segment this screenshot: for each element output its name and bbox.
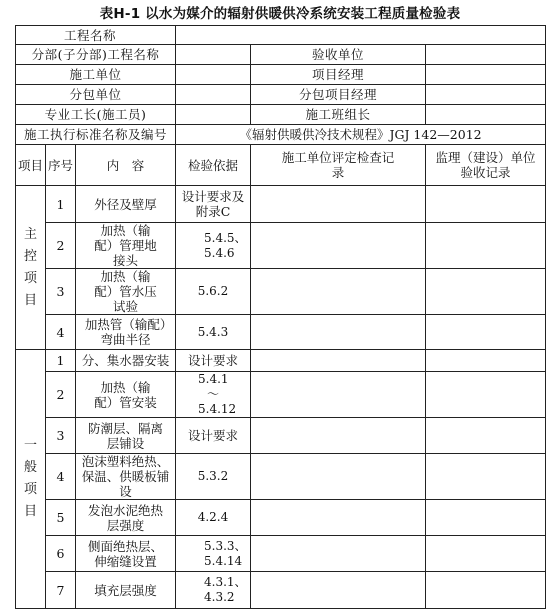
- header-item: 项目: [16, 145, 46, 186]
- supervision-record-cell[interactable]: [426, 454, 546, 500]
- foreman-label: 专业工长(施工员): [16, 105, 176, 125]
- construction-record-cell[interactable]: [251, 372, 426, 418]
- supervision-record-cell[interactable]: [426, 350, 546, 372]
- table-row: [16, 500, 546, 536]
- project-manager-value[interactable]: [426, 65, 546, 85]
- construction-record-cell[interactable]: [251, 500, 426, 536]
- supervision-record-cell[interactable]: [426, 536, 546, 572]
- basis-cell: 设计要求及附录C: [176, 186, 251, 223]
- table-title: 表H-1 以水为媒介的辐射供暖供冷系统安装工程质量检验表: [99, 6, 461, 22]
- subcontract-unit-value[interactable]: [176, 85, 251, 105]
- seq-cell: 3: [46, 418, 76, 454]
- project-name-label: 工程名称: [16, 26, 176, 45]
- header-basis: 检验依据: [176, 145, 251, 186]
- content-cell: 加热管（输配）弯曲半径: [76, 315, 176, 350]
- table-row: [16, 418, 546, 454]
- table-row: [16, 372, 546, 418]
- team-leader-label: 施工班组长: [251, 105, 426, 125]
- content-cell: 侧面绝热层、伸缩缝设置: [76, 536, 176, 572]
- table-row: [16, 315, 546, 350]
- acceptance-unit-value[interactable]: [426, 45, 546, 65]
- sub-project-value[interactable]: [176, 45, 251, 65]
- seq-cell: 4: [46, 315, 76, 350]
- seq-cell: 1: [46, 186, 76, 223]
- table-row: [16, 572, 546, 609]
- construction-record-cell[interactable]: [251, 536, 426, 572]
- basis-cell: 4.3.1、4.3.2: [176, 572, 251, 609]
- general-group-label: 一般项目: [16, 350, 46, 609]
- basis-cell: 5.4.3: [176, 315, 251, 350]
- content-cell: 泡沫塑料绝热、保温、供暖板铺设: [76, 454, 176, 500]
- supervision-record-cell[interactable]: [426, 186, 546, 223]
- info-row-subcontract: [16, 85, 546, 105]
- inspection-table: [15, 25, 546, 609]
- info-row-standard: [16, 125, 546, 145]
- project-manager-label: 项目经理: [251, 65, 426, 85]
- subcontract-unit-label: 分包单位: [16, 85, 176, 105]
- info-row-foreman: [16, 105, 546, 125]
- seq-cell: 6: [46, 536, 76, 572]
- table-row: [16, 269, 546, 315]
- team-leader-value[interactable]: [426, 105, 546, 125]
- content-cell: 防潮层、隔离层铺设: [76, 418, 176, 454]
- supervision-record-cell[interactable]: [426, 418, 546, 454]
- construction-record-cell[interactable]: [251, 350, 426, 372]
- construction-unit-label: 施工单位: [16, 65, 176, 85]
- construction-record-cell[interactable]: [251, 223, 426, 269]
- basis-cell: 设计要求: [176, 350, 251, 372]
- construction-record-cell[interactable]: [251, 269, 426, 315]
- supervision-record-cell[interactable]: [426, 223, 546, 269]
- table-row: [16, 536, 546, 572]
- basis-cell: 5.4.5、5.4.6: [176, 223, 251, 269]
- construction-record-cell[interactable]: [251, 454, 426, 500]
- construction-record-cell[interactable]: [251, 315, 426, 350]
- basis-cell: 5.4.1～5.4.12: [176, 372, 251, 418]
- info-row-project: [16, 26, 546, 45]
- construction-record-cell[interactable]: [251, 186, 426, 223]
- supervision-record-cell[interactable]: [426, 500, 546, 536]
- basis-cell: 5.3.2: [176, 454, 251, 500]
- supervision-record-cell[interactable]: [426, 372, 546, 418]
- seq-cell: 2: [46, 223, 76, 269]
- content-cell: 加热（输配）管安装: [76, 372, 176, 418]
- content-cell: 填充层强度: [76, 572, 176, 609]
- header-construction-check: 施工单位评定检查记录: [251, 145, 426, 186]
- content-cell: 加热（输配）管理地接头: [76, 223, 176, 269]
- table-row: [16, 350, 546, 372]
- construction-unit-value[interactable]: [176, 65, 251, 85]
- foreman-value[interactable]: [176, 105, 251, 125]
- basis-cell: 4.2.4: [176, 500, 251, 536]
- seq-cell: 2: [46, 372, 76, 418]
- supervision-record-cell[interactable]: [426, 572, 546, 609]
- column-header-row: [16, 145, 546, 186]
- header-supervision-check: 监理（建设）单位验收记录: [426, 145, 546, 186]
- header-content: 内 容: [76, 145, 176, 186]
- project-name-value[interactable]: [176, 26, 546, 45]
- supervision-record-cell[interactable]: [426, 269, 546, 315]
- content-cell: 发泡水泥绝热层强度: [76, 500, 176, 536]
- subcontract-manager-label: 分包项目经理: [251, 85, 426, 105]
- construction-record-cell[interactable]: [251, 418, 426, 454]
- basis-cell: 设计要求: [176, 418, 251, 454]
- main-group-label: 主控项目: [16, 186, 46, 350]
- subcontract-manager-value[interactable]: [426, 85, 546, 105]
- seq-cell: 3: [46, 269, 76, 315]
- content-cell: 加热（输配）管水压试验: [76, 269, 176, 315]
- acceptance-unit-label: 验收单位: [251, 45, 426, 65]
- table-row: [16, 223, 546, 269]
- sub-project-label: 分部(子分部)工程名称: [16, 45, 176, 65]
- supervision-record-cell[interactable]: [426, 315, 546, 350]
- table-row: [16, 186, 546, 223]
- seq-cell: 7: [46, 572, 76, 609]
- standard-label: 施工执行标准名称及编号: [16, 125, 176, 145]
- seq-cell: 5: [46, 500, 76, 536]
- seq-cell: 1: [46, 350, 76, 372]
- info-row-construction: [16, 65, 546, 85]
- basis-cell: 5.6.2: [176, 269, 251, 315]
- seq-cell: 4: [46, 454, 76, 500]
- header-seq: 序号: [46, 145, 76, 186]
- basis-cell: 5.3.3、5.4.14: [176, 536, 251, 572]
- info-row-subproject: [16, 45, 546, 65]
- content-cell: 外径及壁厚: [76, 186, 176, 223]
- content-cell: 分、集水器安装: [76, 350, 176, 372]
- table-row: [16, 454, 546, 500]
- construction-record-cell[interactable]: [251, 572, 426, 609]
- standard-value: 《辐射供暖供冷技术规程》JGJ 142—2012: [176, 125, 546, 145]
